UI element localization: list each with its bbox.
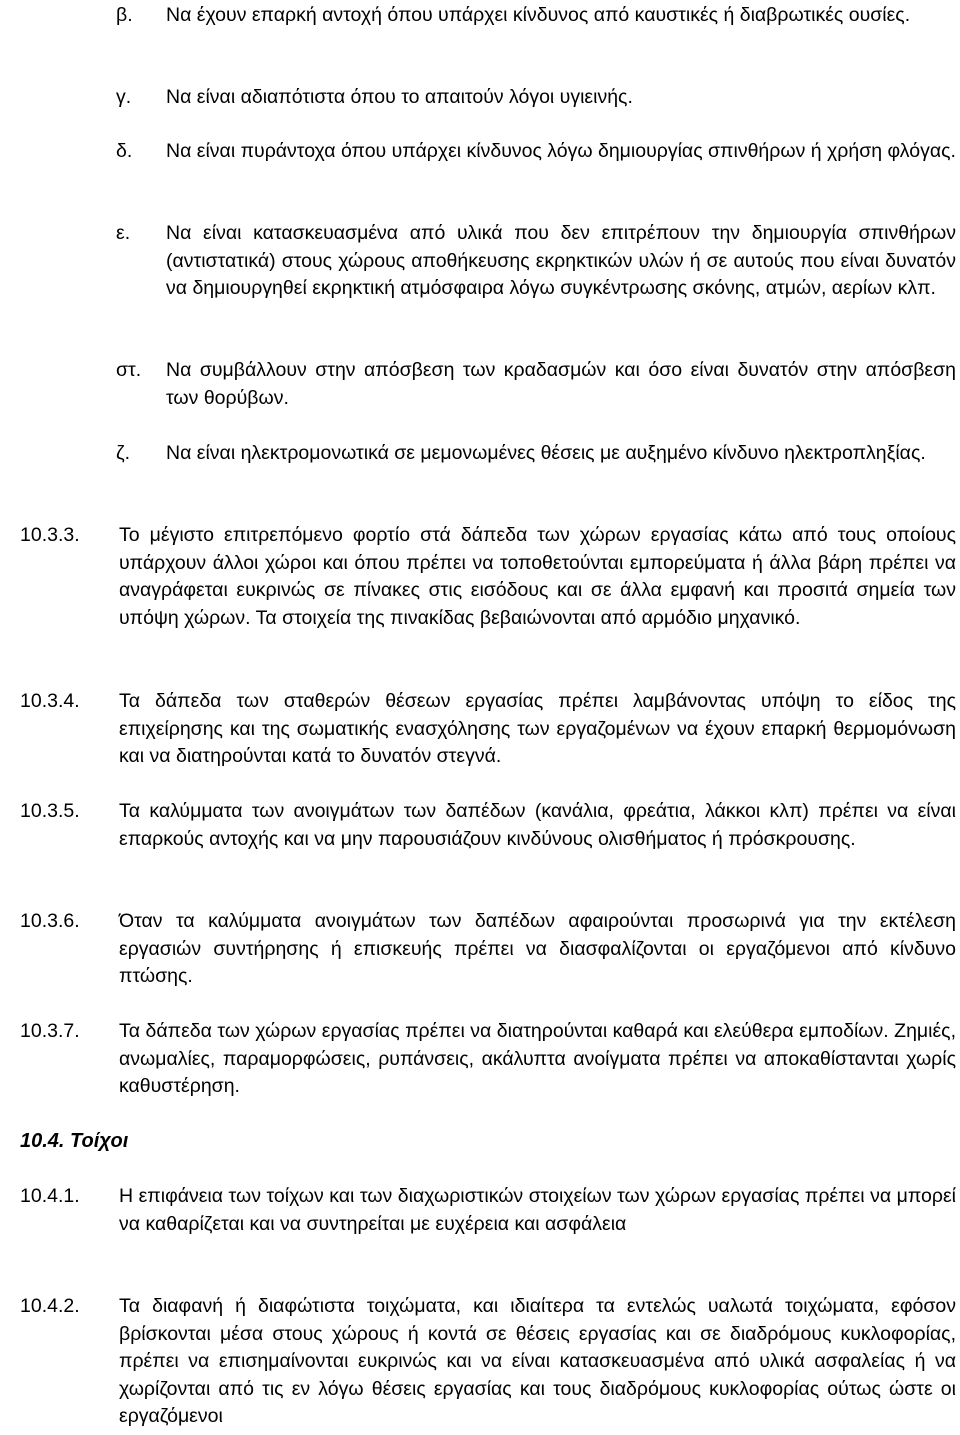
- paragraph-number: 10.3.3.: [20, 524, 80, 546]
- list-item-gamma: [116, 84, 956, 112]
- paragraph-10-3-6: [20, 908, 956, 991]
- paragraph-text: Όταν τα καλύμματα ανοιγμάτων των δαπέδων αφαιρούνται προσωρινά για την εκτέλεση εργασιών συντήρησης ή επισκευής πρέπει να διασφαλίζονται οι εργαζόμενοι από κίνδυνο πτώσης.: [119, 910, 956, 987]
- list-item-text: Να είναι αδιαπότιστα όπου το απαιτούν λόγοι υγιεινής.: [166, 86, 633, 108]
- section-heading: 10.4. Τοίχοι: [20, 1130, 129, 1152]
- list-item-label: γ.: [116, 86, 132, 108]
- list-item-text: Να είναι πυράντοχα όπου υπάρχει κίνδυνος λόγω δημιουργίας σπινθήρων ή χρήση φλόγας.: [166, 140, 956, 162]
- list-item-label: ζ.: [116, 442, 131, 464]
- paragraph-10-4-2: [20, 1293, 956, 1431]
- paragraph-number: 10.3.5.: [20, 800, 80, 822]
- list-item-beta: [116, 2, 956, 30]
- paragraph-text: Τα δάπεδα των χώρων εργασίας πρέπει να διατηρούνται καθαρά και ελεύθερα εμποδίων. Ζημιές, ανωμαλίες, παραμορφώσεις, ρυπάνσεις, ακάλυπτα ανοίγματα πρέπει να αποκαθίστανται χωρίς καθυστέρηση.: [119, 1020, 956, 1097]
- paragraph-text: Η επιφάνεια των τοίχων και των διαχωριστικών στοιχείων των χώρων εργασίας πρέπει να μπορεί να καθαρίζεται και να συντηρείται με ευχέρεια και ασφάλεια: [119, 1185, 956, 1235]
- paragraph-10-3-3: [20, 522, 956, 632]
- list-item-stigma: [116, 357, 956, 412]
- list-item-label: δ.: [116, 140, 133, 162]
- paragraph-text: Τα διαφανή ή διαφώτιστα τοιχώματα, και ιδιαίτερα τα εντελώς υαλωτά τοιχώματα, εφόσον βρίσκονται μέσα στους χώρους ή κοντά σε θέσεις εργασίας και σε διαδρόμους κυκλοφορίας, πρέπει να επισημαίνονται ευκρινώς και να είναι κατασκευασμένα από υλικά ασφαλείας ή να χωρίζονται από τις εν λόγω θέσεις εργασίας και τους διαδρόμους κυκλοφορίας ούτως ώστε οι εργαζόμενοι: [119, 1295, 956, 1427]
- paragraph-text: Το μέγιστο επιτρεπόμενο φορτίο στά δάπεδα των χώρων εργασίας κάτω από τους οποίους υπάρχουν άλλοι χώροι και όπου πρέπει να τοποθετούνται εμπορεύματα ή άλλα βάρη πρέπει να αναγράφεται ευκρινώς σε πίνακες στις εισόδους και σε άλλα εμφανή και προσιτά σημεία των υπόψη χώρων. Τα στοιχεία της πινακίδας βεβαιώνονται από αρμόδιο μηχανικό.: [119, 524, 956, 629]
- list-item-label: ε.: [116, 222, 131, 244]
- paragraph-text: Τα καλύμματα των ανοιγμάτων των δαπέδων (κανάλια, φρεάτια, λάκκοι κλπ) πρέπει να είναι επαρκούς αντοχής και να μην παρουσιάζουν κινδύνους ολισθήματος ή πρόσκρουσης.: [119, 800, 956, 850]
- paragraph-10-3-5: [20, 798, 956, 853]
- list-item-text: Να συμβάλλουν στην απόσβεση των κραδασμών και όσο είναι δυνατόν στην απόσβεση των θορύβων.: [166, 359, 956, 409]
- list-item-text: Να είναι κατασκευασμένα από υλικά που δεν επιτρέπουν την δημιουργία σπινθήρων (αντιστατικά) στους χώρους αποθήκευσης εκρηκτικών υλών ή σε αυτούς που είναι δυνατόν να δημιουργηθεί εκρηκτική ατμόσφαιρα λόγω συγκέντρωσης σκόνης, ατμών, αερίων κλπ.: [166, 222, 956, 299]
- paragraph-10-4-1: [20, 1183, 956, 1238]
- paragraph-10-3-7: [20, 1018, 956, 1101]
- paragraph-number: 10.3.6.: [20, 910, 80, 932]
- list-item-zeta: [116, 440, 956, 468]
- list-item-text: Να είναι ηλεκτρομονωτικά σε μεμονωμένες θέσεις με αυξημένο κίνδυνο ηλεκτροπληξίας.: [166, 442, 926, 464]
- paragraph-number: 10.4.1.: [20, 1185, 80, 1207]
- paragraph-number: 10.3.4.: [20, 690, 80, 712]
- paragraph-number: 10.3.7.: [20, 1020, 80, 1042]
- paragraph-number: 10.4.2.: [20, 1295, 80, 1317]
- list-item-label: στ.: [116, 359, 142, 381]
- paragraph-text: Τα δάπεδα των σταθερών θέσεων εργασίας πρέπει λαμβάνοντας υπόψη το είδος της επιχείρησης και της σωματικής ενασχόλησης των εργαζομένων να έχουν επαρκή θερμομόνωση και να διατηρούνται κατά το δυνατόν στεγνά.: [119, 690, 956, 767]
- list-item-epsilon: [116, 220, 956, 303]
- paragraph-10-3-4: [20, 688, 956, 771]
- list-item-delta: [116, 138, 956, 166]
- list-item-label: β.: [116, 4, 133, 26]
- list-item-text: Να έχουν επαρκή αντοχή όπου υπάρχει κίνδυνος από καυστικές ή διαβρωτικές ουσίες.: [166, 4, 911, 26]
